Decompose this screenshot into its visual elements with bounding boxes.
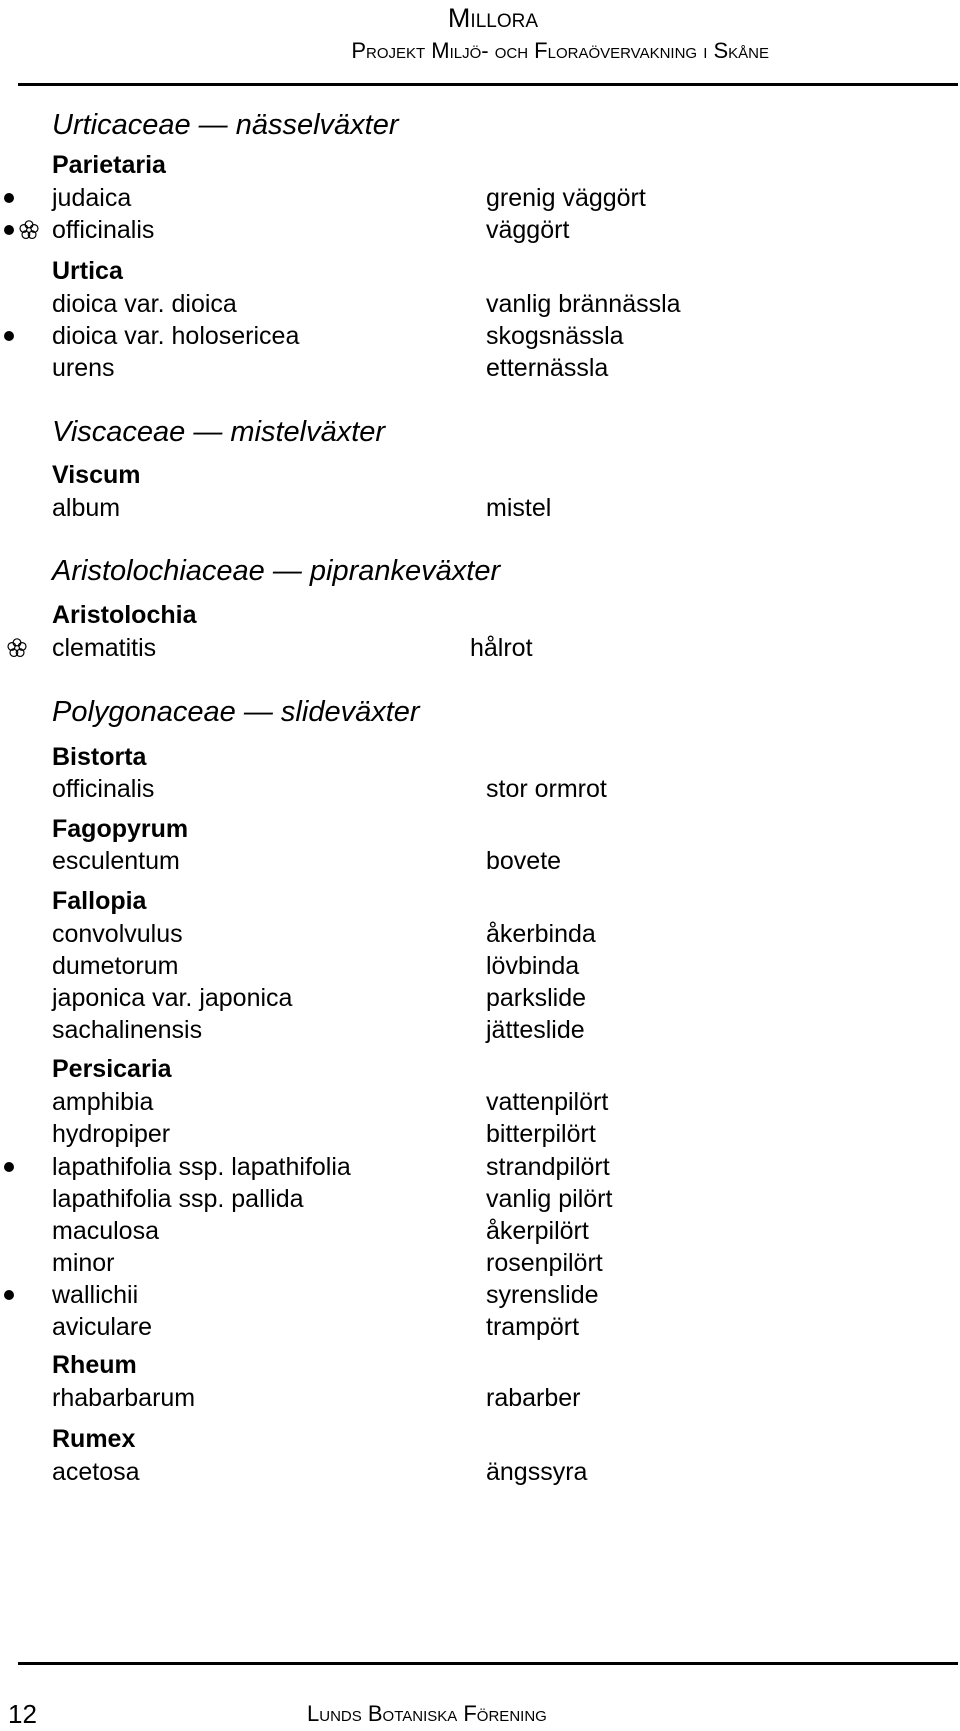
common-name: skogsnässla <box>486 322 624 350</box>
species-name: lapathifolia ssp. pallida <box>52 1185 304 1213</box>
species-name: minor <box>52 1249 115 1277</box>
species-name: officinalis <box>52 216 155 244</box>
common-name: lövbinda <box>486 952 580 980</box>
bullet-marker-icon <box>4 331 14 341</box>
species-name: maculosa <box>52 1217 159 1245</box>
species-name: judaica <box>52 184 132 212</box>
header-subtitle: Projekt Miljö- och Floraövervakning i Skåne <box>351 38 769 63</box>
genus-name: Parietaria <box>52 151 166 179</box>
header-rule <box>18 83 958 86</box>
bullet-marker-icon <box>4 1290 14 1300</box>
species-name: japonica var. japonica <box>52 984 293 1012</box>
species-name: amphibia <box>52 1088 154 1116</box>
flower-icon <box>18 219 40 241</box>
common-name: ängssyra <box>486 1458 588 1486</box>
genus-name: Rheum <box>52 1351 137 1379</box>
family-heading: Viscaceae — mistelväxter <box>52 416 386 448</box>
genus-name: Aristolochia <box>52 601 197 629</box>
flower-icon <box>6 637 28 659</box>
species-name: album <box>52 494 121 522</box>
common-name: grenig väggört <box>486 184 646 212</box>
species-name: dioica var. dioica <box>52 290 237 318</box>
species-name: clematitis <box>52 634 157 662</box>
footer-text: Lunds Botaniska Förening <box>307 1701 547 1726</box>
genus-name: Fagopyrum <box>52 815 189 843</box>
species-name: officinalis <box>52 775 155 803</box>
header-title: Millora <box>447 3 538 33</box>
genus-name: Rumex <box>52 1425 136 1453</box>
species-name: aviculare <box>52 1313 153 1341</box>
common-name: vattenpilört <box>486 1088 609 1116</box>
common-name: bitterpilört <box>486 1120 596 1148</box>
common-name: hålrot <box>470 634 533 662</box>
common-name: rabarber <box>486 1384 581 1412</box>
common-name: trampört <box>486 1313 580 1341</box>
common-name: väggört <box>486 216 570 244</box>
species-name: hydropiper <box>52 1120 171 1148</box>
common-name: strandpilört <box>486 1153 610 1181</box>
species-name: convolvulus <box>52 920 183 948</box>
family-heading: Urticaceae — nässelväxter <box>52 109 399 141</box>
common-name: bovete <box>486 847 562 875</box>
genus-name: Bistorta <box>52 743 147 771</box>
family-heading: Aristolochiaceae — piprankeväxter <box>52 555 501 587</box>
genus-name: Persicaria <box>52 1055 172 1083</box>
species-name: urens <box>52 354 115 382</box>
species-name: lapathifolia ssp. lapathifolia <box>52 1153 351 1181</box>
common-name: rosenpilört <box>486 1249 603 1277</box>
species-name: sachalinensis <box>52 1016 203 1044</box>
common-name: etternässla <box>486 354 609 382</box>
common-name: vanlig pilört <box>486 1185 613 1213</box>
common-name: åkerpilört <box>486 1217 589 1245</box>
bullet-marker-icon <box>4 225 14 235</box>
species-name: esculentum <box>52 847 180 875</box>
species-name: acetosa <box>52 1458 140 1486</box>
species-name: rhabarbarum <box>52 1384 196 1412</box>
common-name: mistel <box>486 494 552 522</box>
page-number: 12 <box>8 1699 37 1729</box>
family-heading: Polygonaceae — slideväxter <box>52 696 420 728</box>
common-name: syrenslide <box>486 1281 599 1309</box>
genus-name: Viscum <box>52 461 141 489</box>
common-name: jätteslide <box>486 1016 585 1044</box>
genus-name: Fallopia <box>52 887 147 915</box>
species-name: wallichii <box>52 1281 139 1309</box>
footer-rule <box>18 1662 958 1665</box>
bullet-marker-icon <box>4 1162 14 1172</box>
species-name: dioica var. holosericea <box>52 322 300 350</box>
bullet-marker-icon <box>4 193 14 203</box>
species-name: dumetorum <box>52 952 179 980</box>
common-name: vanlig brännässla <box>486 290 681 318</box>
common-name: stor ormrot <box>486 775 607 803</box>
common-name: parkslide <box>486 984 587 1012</box>
common-name: åkerbinda <box>486 920 596 948</box>
genus-name: Urtica <box>52 257 123 285</box>
